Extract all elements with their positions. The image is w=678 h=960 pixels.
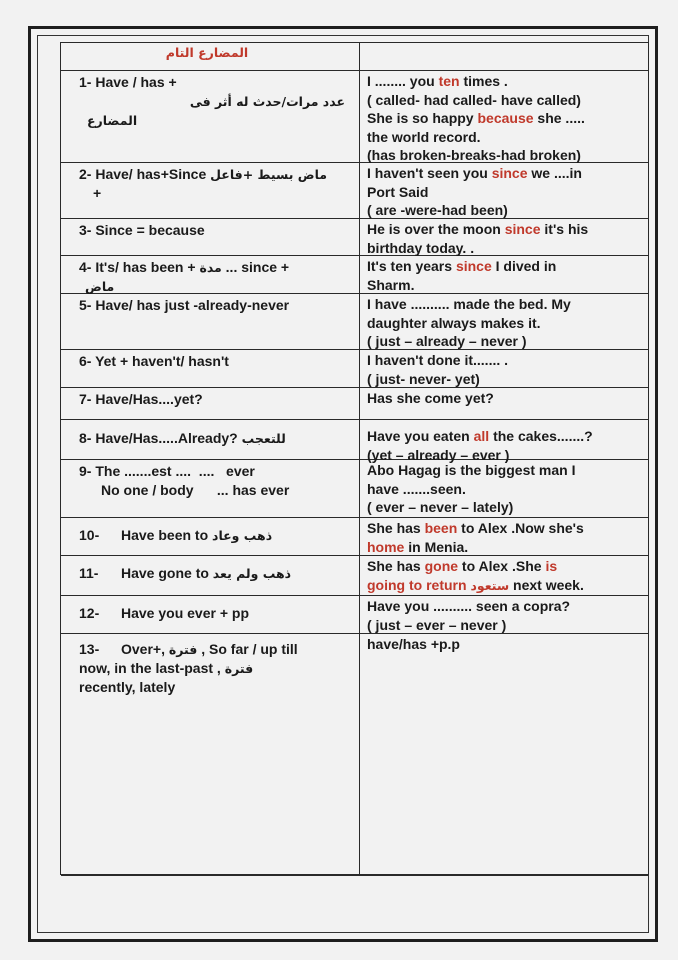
rule-text: recently, lately [79,679,176,695]
table-row [61,460,648,518]
example-cell [361,634,648,875]
example-text: She is so happy [367,110,478,126]
rule-text: Have been to [121,527,213,543]
rule-text: 9- The .......est .... .... ever [79,463,255,479]
example-text: have .......seen. [367,480,466,497]
rule-text: 4- It's/ has been + [79,259,200,275]
table-row [61,294,648,350]
example-text: Have you .......... seen a copra? [367,598,571,614]
page-border [28,26,658,942]
table-row [61,518,648,556]
rule-text: , So far / up till [197,641,298,657]
example-text: He is over the moon [367,221,505,237]
example-text: Port Said [367,183,429,200]
rule-arabic-text: عدد مرات/حدث له أثر فى [189,94,345,109]
row-number: 11- [79,565,99,581]
example-text: have/has +p.p [367,636,460,652]
rule-cell [61,420,359,459]
example-text: I dived in [491,258,557,274]
example-text: she ..... [533,110,585,126]
example-text: to Alex .Now she's [457,520,584,536]
example-cell [361,163,648,218]
grammar-table [60,42,649,875]
highlight-word: since [491,165,528,181]
example-cell [361,596,648,633]
table-row [61,596,648,634]
example-text: daughter always makes it. [367,314,541,331]
table-row [61,71,648,163]
table-row [61,163,648,219]
example-text: it's his [540,221,589,237]
example-line [367,72,644,91]
rule-cell [61,634,359,875]
table-row [61,634,648,876]
page-inner-border [37,35,649,933]
row-number: 12- [79,605,100,621]
rule-cell [61,556,359,595]
example-text: in Menia. [404,538,469,555]
rule-text: 6- Yet + haven't/ hasn't [79,353,229,369]
rule-cell [61,256,359,293]
rule-text: Have gone to [121,565,213,581]
highlight-arabic-word: ستعود [470,577,510,593]
example-text: we ....in [527,165,582,181]
table-row [61,556,648,596]
example-cell [361,71,648,162]
column-divider [359,43,360,874]
rule-cell [61,350,359,387]
highlight-word: since [504,221,541,237]
example-cell [361,219,648,255]
example-cell [361,420,648,463]
rule-text: Over+, [121,641,169,657]
rule-arabic-text: فترة [168,642,198,657]
rule-arabic-text: ماض [85,279,115,294]
row-number: 10- [79,527,100,543]
rule-cell [61,294,359,349]
highlight-word: gone [424,558,459,574]
rule-arabic-text: ماض بسيط +فاعل [210,167,328,182]
highlight-word: all [473,428,490,444]
choices-text: (yet – already – ever ) [367,446,510,463]
rule-arabic-text: للتعجب [241,431,286,446]
highlight-word: going to return [367,576,471,593]
table-row [61,350,648,388]
rule-text: Have you ever + pp [121,605,250,621]
rule-text: 1- Have / has + [79,74,177,90]
rule-text: 7- Have/Has....yet? [79,391,203,407]
page-title: المضارع التام [165,45,249,60]
rule-text: 5- Have/ has just -already-never [79,297,290,313]
example-text: Has she come yet? [367,390,494,406]
rule-arabic-text: مدة [199,260,222,275]
rule-text: + [93,185,102,201]
rule-arabic-text: المضارع [87,113,138,128]
example-text: to Alex .She [458,558,546,574]
example-text: birthday today. . [367,239,475,256]
rule-text: now, in the last-past , [79,660,225,676]
rule-text: 3- Since = because [79,222,205,238]
table-row [61,219,648,256]
rule-cell [61,460,359,517]
rule-cell [61,596,359,633]
example-text: She has [367,558,425,574]
highlight-word: ten [438,73,460,89]
example-text: I haven't seen you [367,165,492,181]
choices-text: ( just- never- yet) [367,370,480,387]
choices-text: ( ever – never – lately) [367,499,514,515]
highlight-word: home [367,538,405,555]
table-row [61,256,648,294]
table-row [61,388,648,420]
example-text: the cakes.......? [489,428,593,444]
example-text: Abo Hagag is the biggest man I [367,462,576,478]
rule-text: ... since + [221,259,290,275]
table-row [61,420,648,463]
rule-cell [61,388,359,419]
example-cell [361,388,648,419]
example-text: I haven't done it....... . [367,352,509,368]
rule-cell [61,71,359,162]
example-text: the world record. [367,128,481,145]
row-number: 13- [79,641,100,657]
rule-text: 2- Have/ has+Since [79,166,211,182]
choices-text: ( just – already – never ) [367,333,527,349]
table-header-row [61,43,648,71]
rule-arabic-text: فترة [224,661,254,676]
choices-text: (has broken-breaks-had broken) [367,147,581,163]
highlight-word: been [424,520,458,536]
example-text: Sharm. [367,276,415,293]
choices-text: ( called- had called- have called) [367,91,581,108]
rule-text: No one / body ... has ever [101,482,290,498]
highlight-word: is [545,558,558,574]
example-text: Have you eaten [367,428,474,444]
example-cell [361,350,648,387]
example-text: She has [367,520,425,536]
choices-text: ( are -were-had been) [367,202,508,218]
example-cell [361,556,648,595]
example-line [367,109,644,128]
example-cell [361,294,648,349]
example-text: I have .......... made the bed. My [367,296,571,312]
highlight-word: because [477,110,534,126]
rule-arabic-text: ذهب ولم يعد [212,566,292,581]
example-text: It's ten years [367,258,456,274]
example-cell [361,518,648,555]
rule-text: 8- Have/Has.....Already? [79,430,242,446]
highlight-word: since [455,258,492,274]
rule-arabic-text: ذهب وعاد [212,528,273,543]
example-cell [361,460,648,517]
rule-cell [61,219,359,255]
rule-cell [61,518,359,555]
example-cell [361,256,648,293]
example-text: times . [459,73,508,89]
rule-cell [61,163,359,218]
example-text: next week. [509,576,584,593]
choices-text: ( just – ever – never ) [367,616,507,633]
example-text: I ........ you [367,73,439,89]
